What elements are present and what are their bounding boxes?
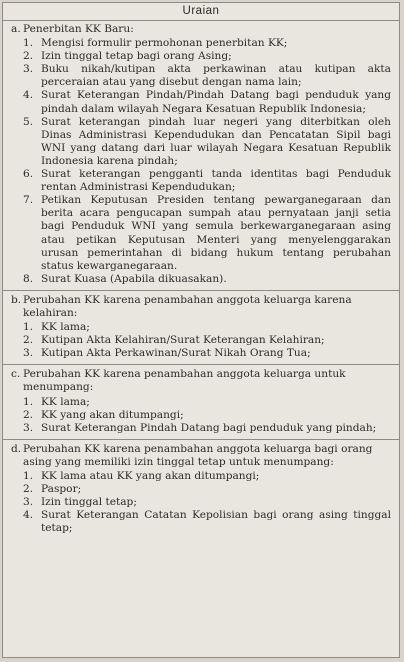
item-number: 3. [23,496,34,509]
item-text: Mengisi formulir permohonan penerbitan KK; [41,37,288,50]
item-text: KK yang akan ditumpangi; [41,408,184,421]
item-text: Kutipan Akta Perkawinan/Surat Nikah Orang Tua; [41,347,311,360]
section-heading: Perubahan KK karena penambahan anggota keluarga bagi orang asing yang memiliki izin tinggal tetap untuk menumpang: [23,442,373,468]
section-heading: Penerbitan KK Baru: [23,23,134,35]
item-text: Paspor; [41,483,82,496]
item-number: 2. [23,50,34,63]
item-number: 2. [23,483,34,496]
item-text: Surat Kuasa (Apabila dikuasakan). [41,272,227,285]
section-d [11,443,391,536]
requirement-list [23,321,391,360]
requirement-list [23,396,391,435]
section-heading: Perubahan KK karena penambahan anggota keluarga untuk menumpang: [23,368,346,394]
list-item [23,273,391,286]
item-text: KK lama atau KK yang akan ditumpangi; [41,470,260,482]
section-letter: c. [11,368,21,381]
item-number: 1. [23,395,34,408]
section-c [11,368,391,434]
item-text: Surat Keterangan Catatan Kepolisian bagi orang asing tinggal tetap; [41,509,391,535]
list-item [23,470,391,483]
item-number: 1. [23,321,34,334]
item-number: 8. [23,272,34,285]
item-text: Kutipan Akta Kelahiran/Surat Keterangan Kelahiran; [41,334,325,347]
section-a [11,23,391,286]
document-sheet [2,2,400,658]
item-number: 3. [23,347,34,360]
table-header [3,3,399,21]
list-item [23,63,391,89]
item-number: 3. [23,63,34,76]
section-letter: a. [11,23,21,35]
item-number: 7. [23,194,34,207]
section-letter: b. [11,293,22,306]
list-item [23,396,391,409]
item-text: Izin tinggal tetap; [41,496,137,509]
list-item [23,89,391,115]
list-item [23,194,391,273]
list-item [23,483,391,496]
item-text: Surat Keterangan Pindah/Pindah Datang bagi penduduk yang pindah dalam wilayah Negara Kesatuan Republik Indonesia; [41,89,391,115]
list-item [23,37,391,50]
item-number: 4. [23,89,34,102]
list-item [23,347,391,360]
item-text: Petikan Keputusan Presiden tentang pewarganegaraan dan berita acara pengucapan sumpah atau pernyataan janji setia bagi Penduduk WNI yang semula berkewarganegaraan asing atau petikan Keputusan Menteri yang menyelenggarakan urusan pemerintahan di bidang hukum tentang perubahan status kewarganegaraan. [41,194,391,272]
item-number: 2. [23,334,34,347]
requirement-list [23,470,391,535]
list-item [23,422,391,435]
table-content [3,21,399,535]
list-item [23,409,391,422]
row-divider [3,290,399,291]
list-item [23,321,391,334]
item-text: Surat Keterangan Pindah Datang bagi penduduk yang pindah; [41,421,377,434]
item-text: KK lama; [41,395,90,408]
item-number: 5. [23,115,34,128]
item-number: 4. [23,509,34,522]
requirement-list [23,37,391,286]
header-title: Uraian [182,5,220,17]
list-item [23,168,391,194]
list-item [23,116,391,168]
item-text: Buku nikah/kutipan akta perkawinan atau kutipan akta perceraian atau yang disebut dengan nama lain; [41,63,391,89]
list-item [23,496,391,509]
row-divider [3,364,399,365]
item-number: 1. [23,37,34,50]
list-item [23,334,391,347]
item-text: Surat keterangan pengganti tanda identitas bagi Penduduk rentan Administrasi Kependudukan; [41,168,391,194]
section-heading: Perubahan KK karena penambahan anggota keluarga karena kelahiran: [23,293,352,319]
section-b [11,294,391,360]
item-number: 1. [23,470,34,482]
row-divider [3,439,399,440]
item-text: Surat keterangan pindah luar negeri yang diterbitkan oleh Dinas Administrasi Kependudukan dan Pencatatan Sipil bagi WNI yang datang dari luar wilayah Negara Kesatuan Republik Indonesia karena pindah; [41,115,391,167]
list-item [23,509,391,535]
item-number: 6. [23,168,34,181]
list-item [23,50,391,63]
item-text: Izin tinggal tetap bagi orang Asing; [41,50,232,63]
item-number: 3. [23,421,34,434]
item-text: KK lama; [41,321,90,334]
item-number: 2. [23,408,34,421]
section-letter: d. [11,442,22,455]
